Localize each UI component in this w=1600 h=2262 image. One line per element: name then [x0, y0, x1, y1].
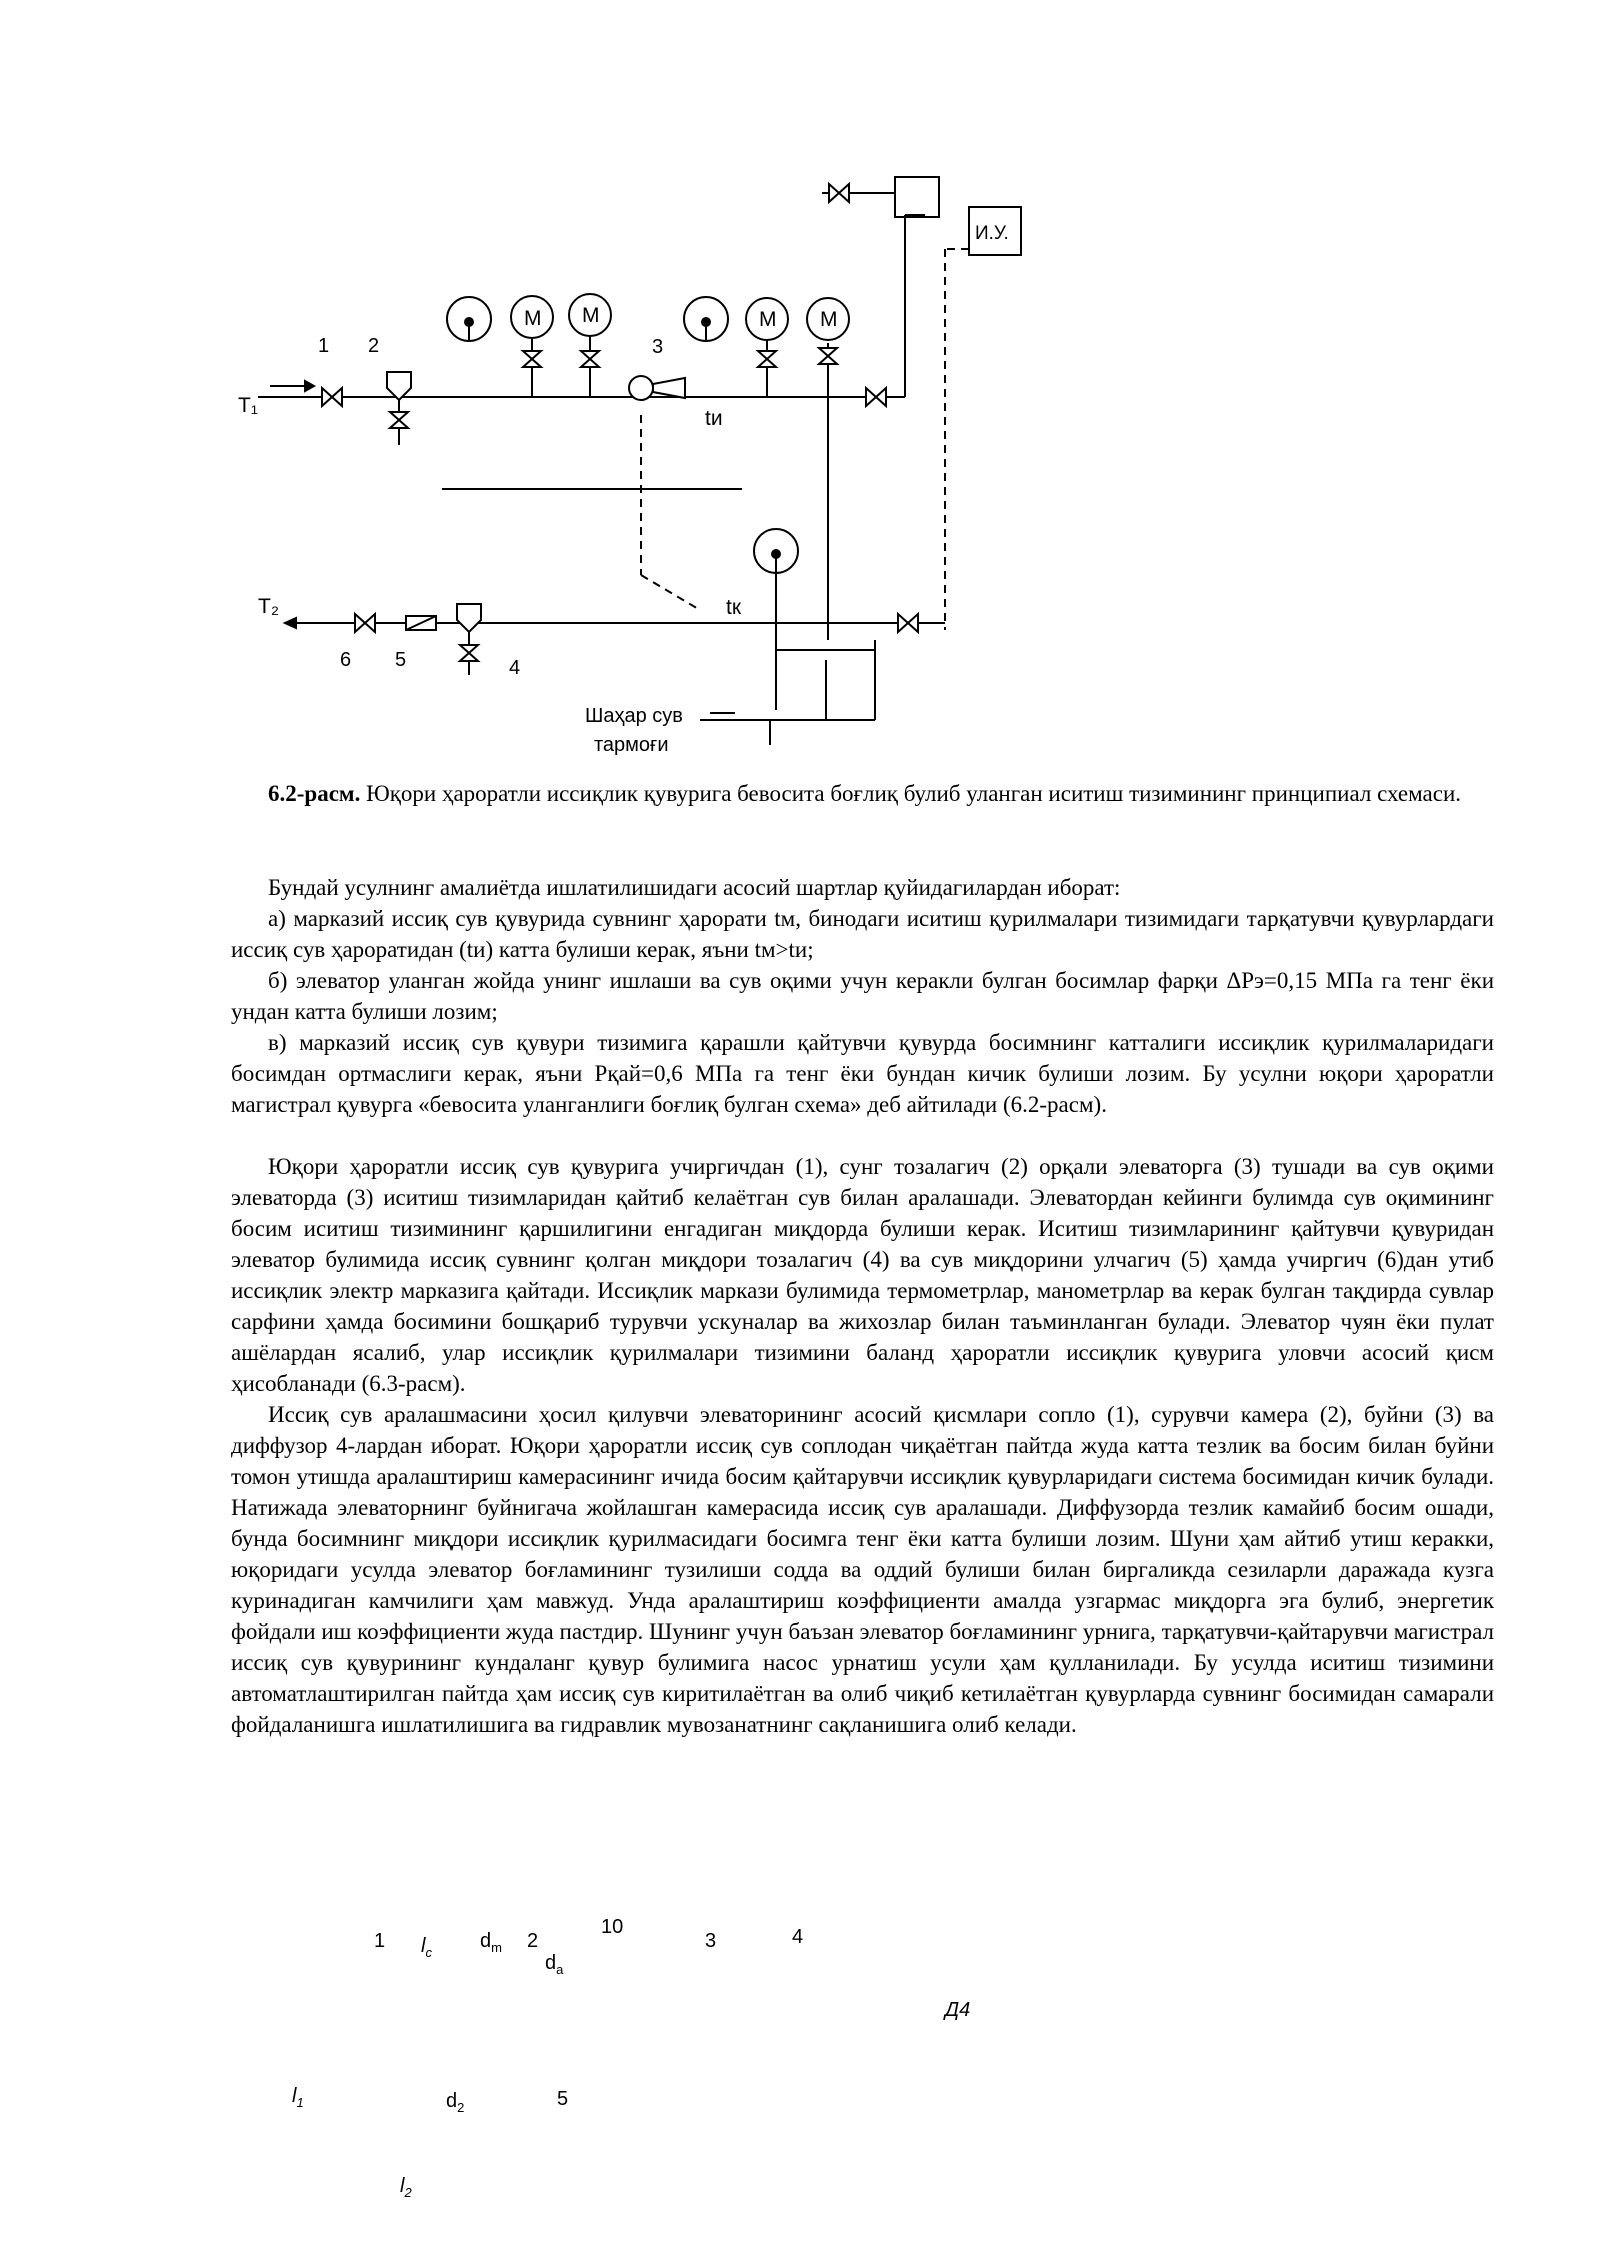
paragraph: б) элеватор уланган жойда унинг ишлаши ва сув оқими учун керакли булган босимлар фарқи ΔPэ=0,15 МПа га тенг ёки ундан катта булиши лозим; — [231, 968, 1494, 1024]
city-water-label-2: тармоғи — [594, 734, 669, 756]
fig2-label-10: 10 — [601, 1916, 624, 1938]
caption-title: 6.2-расм. — [268, 781, 361, 806]
manometer-label: M — [820, 308, 838, 331]
paragraph: Юқори ҳароратли иссиқ сув қувурига учиргичдан (1), сунг тозалагич (2) орқали элеваторга (3) тушади ва сув оқими элеваторда (3) иситиш тизимларидан қайтиб келаётган сув билан аралашади. Элеватордан кейинги булимда сув оқимининг босим иситиш тизимининг қаршилигини енгадиган миқдорда булиши керак. Иситиш тизимларининг қайтувчи қувуридан элеватор булимида иссиқ сувнинг қолган миқдори тозалагич (4) ва сув миқдорини улчагич (5) ҳамда учиргич (6)дан утиб иссиқлик электр марказига қайтади. Иссиқлик маркази булимида термометрлар, манометрлар ва керак булган тақдирда сувлар сарфини ҳамда босимини бошқариб турувчи ускуналар ва жихозлар билан таъминланган булади. Элеватор чуян ёки пулат ашёлардан ясалиб, улар иссиқлик қурилмалари тизимини баланд ҳароратли иссиқлик қувурига уловчи асосий қисм ҳисобланади (6.3-расм). — [231, 1154, 1494, 1396]
label-4: 4 — [509, 657, 521, 679]
label-3: 3 — [652, 336, 664, 358]
manometer-label: M — [759, 308, 777, 331]
fig2-label-d2: $d_2$ — [446, 2090, 465, 2115]
paragraph: Бундай усулнинг амалиётда ишлатилишидаги асосий шартлар қуйидагилардан иборат: — [268, 875, 1121, 900]
paragraph: в) марказий иссиқ сув қувури тизимига қарашли қайтувчи қувурда босимнинг катталиги иссиқлик қурилмаларидаги босимдан ортмаслиги керак, яъни Pқай=0,6 МПа га тенг ёки бундан кичик булиши лозим. Бу усулни юқори ҳароратли магистрал қувурга «бевосита уланганлиги боғлиқ булган схема» деб айтилади (6.2-расм). — [231, 1030, 1494, 1117]
figure-caption — [268, 778, 1494, 809]
fig2-label-lc: $l_c$ — [421, 1935, 432, 1960]
paragraph: а) марказий иссиқ сув қувурида сувнинг ҳарорати tм, бинодаги иситиш қурилмалари тизимидаги тарқатувчи қувурлардаги иссиқ сув ҳароратидан (tи) катта булиши керак, яъни tм>tи; — [231, 906, 1494, 962]
fig2-label-dm: $d_m$ — [480, 1930, 502, 1955]
manometer-label: M — [582, 304, 600, 327]
label-tk: tк — [726, 596, 742, 619]
caption-text: Юқори ҳароратли иссиқлик қувурига бевосита боғлиқ булиб уланган иситиш тизимининг принципиал схемаси. — [366, 781, 1462, 806]
label-t1: T₁ — [238, 394, 258, 417]
iu-label: И.У. — [975, 223, 1009, 244]
fig2-label-3: 3 — [705, 1930, 717, 1952]
paragraph: Иссиқ сув аралашмасини ҳосил қилувчи элеваторининг асосий қисмлари сопло (1), сурувчи камера (2), буйни (3) ва диффузор 4-лардан иборат. Юқори ҳароратли иссиқ сув соплодан чиқаётган пайтда жуда катта тезлик ва босим билан буйни томон утишда аралаштириш камерасининг ичида босим қайтарувчи иссиқлик қувурларидаги система босимидан кичик булади. Натижада элеваторнинг буйнигача жойлашган камерасида иссиқ сув аралашади. Диффузорда тезлик камайиб босим ошади, бунда босимнинг миқдори иссиқлик қурилмасидаги босимга тенг ёки катта булиши лозим. Шуни ҳам айтиб утиш керакки, юқоридаги усулда элеватор боғламининг тузилиши содда ва оддий булиши билан биргаликда сезиларли даражада кузга куринадиган камчилиги ҳам мавжуд. Унда аралаштириш коэффициенти амалда узгармас миқдорга эга булиб, энергетик фойдали иш коэффициенти жуда пастдир. Шунинг учун баъзан элеватор боғламининг урнига, тарқатувчи-қайтарувчи магистрал иссиқ сув қувурининг кундаланг қувур булимига насос урнатиш усули ҳам қулланилади. Бу усулда иситиш тизимини автоматлаштирилган пайтда ҳам иссиқ сув киритилаётган ва олиб чиқиб кетилаётган қувурларда сувнинг босимидан самарали фойдаланишга ишлатилишига ва гидравлик мувозанатнинг сақланишига олиб келади. — [231, 1402, 1494, 1737]
label-ti: tи — [705, 407, 723, 430]
fig2-label-2: 2 — [527, 1930, 539, 1952]
label-1: 1 — [318, 335, 330, 357]
label-6: 6 — [340, 649, 352, 671]
city-water-label: Шаҳар сув — [585, 705, 683, 727]
body-text — [231, 872, 1494, 1740]
fig2-label-l2: $l_2$ — [400, 2175, 412, 2200]
fig2-label-d4: Д4 — [945, 1999, 971, 2021]
heating-system-schematic — [0, 0, 1600, 760]
label-2: 2 — [368, 335, 380, 357]
fig2-label-4: 4 — [792, 1926, 804, 1948]
fig2-label-l1: $l_1$ — [292, 2085, 304, 2110]
fig2-label-1: 1 — [374, 1930, 386, 1952]
label-t2: T₂ — [258, 595, 279, 618]
fig2-label-da: $d_a$ — [545, 1952, 564, 1977]
label-5: 5 — [395, 649, 407, 671]
fig2-label-5: 5 — [557, 2088, 569, 2110]
manometer-label: M — [524, 307, 542, 330]
